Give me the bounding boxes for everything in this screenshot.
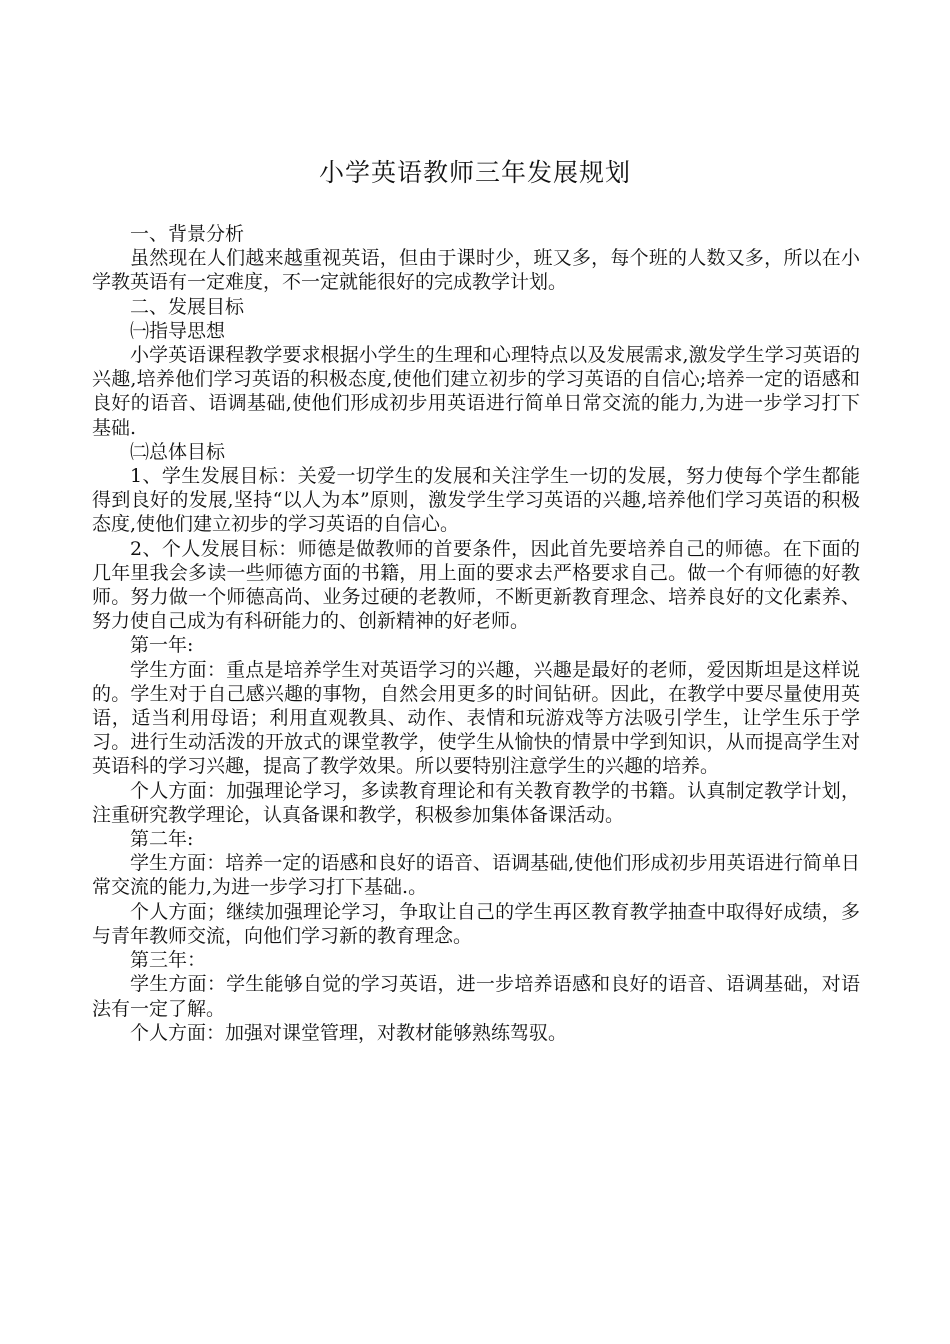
year-three-personal-paragraph: 个人方面：加强对课堂管理，对教材能够熟练驾驭。 (130, 1021, 568, 1044)
year-three-student-paragraph: 学生方面：学生能够自觉的学习英语，进一步培养语感和良好的语音、语调基础，对语法有一定了解。 (92, 973, 860, 1020)
guiding-idea-paragraph: 小学英语课程教学要求根据小学生的生理和心理特点以及发展需求,激发学生学习英语的兴趣,培养他们学习英语的积极态度,使他们建立初步的学习英语的自信心;培养一定的语感和良好的语音、语调基础,使他们形成初步用英语进行简单日常交流的能力,为进一步学习打下基础. (92, 344, 860, 439)
section-heading-goals: 二、发展目标 (130, 295, 245, 318)
year-one-heading: 第一年: (130, 634, 194, 657)
personal-goal-paragraph: 2、个人发展目标：师德是做教师的首要条件，因此首先要培养自己的师德。在下面的几年里我会多读一些师德方面的书籍，用上面的要求去严格要求自己。做一个有师德的好教师。努力做一个师德高尚、业务过硬的老教师，不断更新教育理念、培养良好的文化素养、努力使自己成为有科研能力的、创新精神的好老师。 (92, 537, 860, 633)
year-one-personal-paragraph: 个人方面：加强理论学习，多读教育理论和有关教育教学的书籍。认真制定教学计划，注重研究教学理论，认真备课和教学，积极参加集体备课活动。 (92, 779, 860, 826)
section-heading-background: 一、背景分析 (130, 223, 245, 245)
year-two-student-paragraph: 学生方面：培养一定的语感和良好的语音、语调基础,使他们形成初步用英语进行简单日常交流的能力,为进一步学习打下基础.。 (92, 852, 860, 899)
year-three-heading: 第三年： (130, 949, 207, 972)
year-two-personal-paragraph: 个人方面；继续加强理论学习，争取让自己的学生再区教育教学抽查中取得好成绩，多与青年教师交流，向他们学习新的教育理念。 (92, 900, 860, 947)
year-one-student-paragraph: 学生方面：重点是培养学生对英语学习的兴趣，兴趣是最好的老师，爱因斯坦是这样说的。学生对于自己感兴趣的事物，自然会用更多的时间钻研。因此，在教学中要尽量使用英语，适当利用母语；利用直观教具、动作、表情和玩游戏等方法吸引学生，让学生乐于学习。进行生动活泼的开放式的课堂教学，使学生从愉快的情景中学到知识，从而提高学生对英语科的学习兴趣，提高了教学效果。所以要特别注意学生的兴趣的培养。 (92, 658, 860, 778)
subheading-overall-goals: ㈡总体目标 (130, 440, 226, 463)
subheading-guiding-idea: ㈠指导思想 (130, 319, 226, 342)
document-title: 小学英语教师三年发展规划 (318, 158, 631, 187)
student-goal-paragraph: 1、学生发展目标：关爱一切学生的发展和关注学生一切的发展，努力使每个学生都能得到良好的发展,坚持“以人为本”原则，激发学生学习英语的兴趣,培养他们学习英语的积极态度,使他们建立初步的学习英语的自信心。 (92, 465, 860, 536)
year-two-heading: 第二年: (130, 828, 194, 851)
background-paragraph: 虽然现在人们越来越重视英语，但由于课时少，班又多，每个班的人数又多，所以在小学教英语有一定难度，不一定就能很好的完成教学计划。 (92, 247, 860, 294)
document-body (92, 222, 860, 1045)
